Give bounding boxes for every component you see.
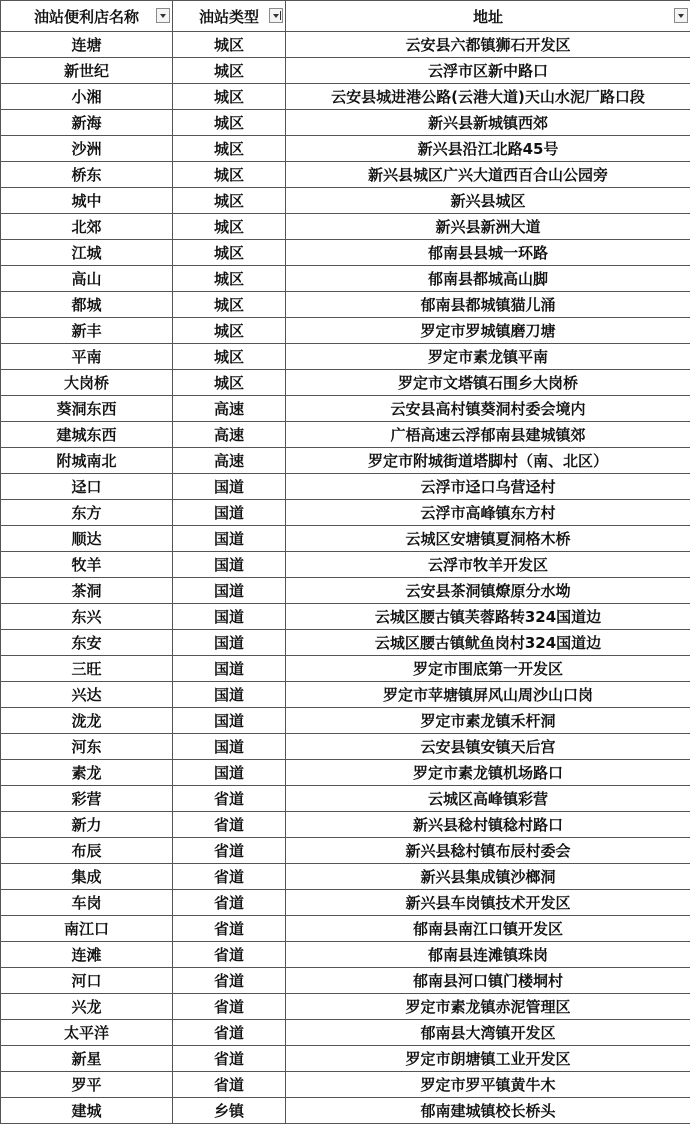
station-name-cell[interactable]: 江城 <box>1 240 173 266</box>
station-address-cell[interactable]: 新兴县城区广兴大道西百合山公园旁 <box>286 162 690 188</box>
station-name-cell[interactable]: 兴达 <box>1 682 173 708</box>
station-name-cell[interactable]: 建城 <box>1 1098 173 1124</box>
table-row <box>1 890 690 916</box>
station-address-cell[interactable]: 罗定市文塔镇石围乡大岗桥 <box>286 370 690 396</box>
table-row <box>1 916 690 942</box>
table-row <box>1 604 690 630</box>
station-name-cell[interactable]: 迳口 <box>1 474 173 500</box>
station-type-cell[interactable]: 国道 <box>173 578 286 604</box>
station-name-cell[interactable]: 大岗桥 <box>1 370 173 396</box>
station-type-cell[interactable]: 国道 <box>173 708 286 734</box>
table-row <box>1 838 690 864</box>
station-name-cell[interactable]: 顺达 <box>1 526 173 552</box>
header-row <box>1 1 690 32</box>
station-address-cell[interactable]: 郁南县大湾镇开发区 <box>286 1020 690 1046</box>
station-address-cell[interactable]: 新兴县车岗镇技术开发区 <box>286 890 690 916</box>
station-type-cell[interactable]: 城区 <box>173 162 286 188</box>
station-name-cell[interactable]: 小湘 <box>1 84 173 110</box>
station-type-cell[interactable]: 省道 <box>173 994 286 1020</box>
table-row <box>1 630 690 656</box>
station-address-cell[interactable]: 罗定市朗塘镇工业开发区 <box>286 1046 690 1072</box>
station-type-cell[interactable]: 城区 <box>173 214 286 240</box>
table-row <box>1 240 690 266</box>
station-name-cell[interactable]: 新海 <box>1 110 173 136</box>
type-sort-filter-icon[interactable] <box>269 8 283 23</box>
station-address-cell[interactable]: 罗定市素龙镇平南 <box>286 344 690 370</box>
station-address-cell[interactable]: 新兴县集成镇沙榔洞 <box>286 864 690 890</box>
table-row <box>1 656 690 682</box>
station-name-cell[interactable]: 素龙 <box>1 760 173 786</box>
station-name-cell[interactable]: 南江口 <box>1 916 173 942</box>
station-type-cell[interactable]: 国道 <box>173 552 286 578</box>
station-name-cell[interactable]: 桥东 <box>1 162 173 188</box>
name-filter-dropdown-icon[interactable] <box>156 8 170 23</box>
station-type-cell[interactable]: 省道 <box>173 1020 286 1046</box>
station-address-cell[interactable]: 新兴县新城镇西郊 <box>286 110 690 136</box>
header-type-label: 油站类型 <box>198 7 259 26</box>
table-row <box>1 318 690 344</box>
station-address-cell[interactable]: 新兴县稔村镇布辰村委会 <box>286 838 690 864</box>
station-type-cell[interactable]: 城区 <box>173 136 286 162</box>
header-name-label: 油站便利店名称 <box>33 7 139 26</box>
table-row <box>1 500 690 526</box>
station-type-cell[interactable]: 高速 <box>173 396 286 422</box>
station-name-cell[interactable]: 建城东西 <box>1 422 173 448</box>
station-type-cell[interactable]: 城区 <box>173 318 286 344</box>
table-row <box>1 292 690 318</box>
table-row <box>1 682 690 708</box>
station-name-cell[interactable]: 太平洋 <box>1 1020 173 1046</box>
station-type-cell[interactable]: 城区 <box>173 58 286 84</box>
table-row <box>1 864 690 890</box>
station-address-cell[interactable]: 云安县六都镇狮石开发区 <box>286 32 690 58</box>
station-address-cell[interactable]: 云浮市高峰镇东方村 <box>286 500 690 526</box>
station-name-cell[interactable]: 东兴 <box>1 604 173 630</box>
table-row <box>1 84 690 110</box>
table-row <box>1 1020 690 1046</box>
table-row <box>1 734 690 760</box>
table-row <box>1 578 690 604</box>
table-row <box>1 266 690 292</box>
station-type-cell[interactable]: 国道 <box>173 526 286 552</box>
station-name-cell[interactable]: 新星 <box>1 1046 173 1072</box>
station-name-cell[interactable]: 葵洞东西 <box>1 396 173 422</box>
station-address-cell[interactable]: 罗定市罗平镇黄牛木 <box>286 1072 690 1098</box>
station-name-cell[interactable]: 新世纪 <box>1 58 173 84</box>
station-address-cell[interactable]: 云浮市区新中路口 <box>286 58 690 84</box>
station-type-cell[interactable]: 城区 <box>173 370 286 396</box>
station-name-cell[interactable]: 布辰 <box>1 838 173 864</box>
station-name-cell[interactable]: 河东 <box>1 734 173 760</box>
table-row <box>1 526 690 552</box>
station-address-cell[interactable]: 罗定市素龙镇赤泥管理区 <box>286 994 690 1020</box>
station-type-cell[interactable]: 省道 <box>173 1046 286 1072</box>
station-name-cell[interactable]: 河口 <box>1 968 173 994</box>
table-row <box>1 812 690 838</box>
station-address-cell[interactable]: 郁南县都城高山脚 <box>286 266 690 292</box>
station-address-cell[interactable]: 新兴县城区 <box>286 188 690 214</box>
header-address-label: 地址 <box>472 7 503 26</box>
station-type-cell[interactable]: 国道 <box>173 500 286 526</box>
station-name-cell[interactable]: 车岗 <box>1 890 173 916</box>
station-type-cell[interactable]: 省道 <box>173 968 286 994</box>
table-row <box>1 1098 690 1124</box>
station-address-cell[interactable]: 云安县城进港公路(云港大道)天山水泥厂路口段 <box>286 84 690 110</box>
station-name-cell[interactable]: 连滩 <box>1 942 173 968</box>
station-name-cell[interactable]: 茶洞 <box>1 578 173 604</box>
table-row <box>1 370 690 396</box>
station-name-cell[interactable]: 平南 <box>1 344 173 370</box>
table-row <box>1 760 690 786</box>
table-row <box>1 474 690 500</box>
station-type-cell[interactable]: 城区 <box>173 344 286 370</box>
station-address-cell[interactable]: 罗定市附城街道塔脚村（南、北区） <box>286 448 690 474</box>
station-type-cell[interactable]: 省道 <box>173 1072 286 1098</box>
station-type-cell[interactable]: 城区 <box>173 266 286 292</box>
station-address-cell[interactable]: 新兴县稔村镇稔村路口 <box>286 812 690 838</box>
table-row <box>1 214 690 240</box>
station-type-cell[interactable]: 国道 <box>173 474 286 500</box>
table-row <box>1 110 690 136</box>
header-address <box>286 1 690 32</box>
station-type-cell[interactable]: 省道 <box>173 812 286 838</box>
station-type-cell[interactable]: 城区 <box>173 32 286 58</box>
station-name-cell[interactable]: 都城 <box>1 292 173 318</box>
station-type-cell[interactable]: 省道 <box>173 942 286 968</box>
station-name-cell[interactable]: 罗平 <box>1 1072 173 1098</box>
station-address-cell[interactable]: 罗定市素龙镇禾杆洞 <box>286 708 690 734</box>
station-address-cell[interactable]: 罗定市素龙镇机场路口 <box>286 760 690 786</box>
table-row <box>1 396 690 422</box>
station-name-cell[interactable]: 泷龙 <box>1 708 173 734</box>
station-type-cell[interactable]: 省道 <box>173 838 286 864</box>
table-row <box>1 994 690 1020</box>
station-address-cell[interactable]: 郁南县连滩镇珠岗 <box>286 942 690 968</box>
station-type-cell[interactable]: 乡镇 <box>173 1098 286 1124</box>
station-name-cell[interactable]: 新丰 <box>1 318 173 344</box>
station-address-cell[interactable]: 云城区腰古镇鱿鱼岗村324国道边 <box>286 630 690 656</box>
station-address-cell[interactable]: 云安县高村镇葵洞村委会境内 <box>286 396 690 422</box>
table-row <box>1 136 690 162</box>
station-name-cell[interactable]: 兴龙 <box>1 994 173 1020</box>
station-type-cell[interactable]: 国道 <box>173 656 286 682</box>
station-address-cell[interactable]: 云浮市迳口乌营迳村 <box>286 474 690 500</box>
table-row <box>1 1072 690 1098</box>
table-row <box>1 942 690 968</box>
station-type-cell[interactable]: 省道 <box>173 786 286 812</box>
station-address-cell[interactable]: 郁南县县城一环路 <box>286 240 690 266</box>
table-row <box>1 1046 690 1072</box>
station-address-cell[interactable]: 郁南县南江口镇开发区 <box>286 916 690 942</box>
table-row <box>1 188 690 214</box>
station-type-cell[interactable]: 国道 <box>173 630 286 656</box>
station-address-cell[interactable]: 罗定市围底第一开发区 <box>286 656 690 682</box>
table-row <box>1 552 690 578</box>
station-address-cell[interactable]: 云城区高峰镇彩营 <box>286 786 690 812</box>
station-name-cell[interactable]: 彩营 <box>1 786 173 812</box>
station-address-cell[interactable]: 云城区安塘镇夏洞格木桥 <box>286 526 690 552</box>
station-address-cell[interactable]: 云安县茶洞镇燎原分水坳 <box>286 578 690 604</box>
address-filter-dropdown-icon[interactable] <box>674 8 688 23</box>
station-type-cell[interactable]: 城区 <box>173 110 286 136</box>
station-name-cell[interactable]: 新力 <box>1 812 173 838</box>
station-address-cell[interactable]: 新兴县沿江北路45号 <box>286 136 690 162</box>
station-address-cell[interactable]: 广梧高速云浮郁南县建城镇郊 <box>286 422 690 448</box>
table-row <box>1 58 690 84</box>
station-type-cell[interactable]: 城区 <box>173 84 286 110</box>
station-type-cell[interactable]: 城区 <box>173 188 286 214</box>
table-row <box>1 448 690 474</box>
station-name-cell[interactable]: 城中 <box>1 188 173 214</box>
station-name-cell[interactable]: 东方 <box>1 500 173 526</box>
station-address-cell[interactable]: 郁南县河口镇门楼垌村 <box>286 968 690 994</box>
station-name-cell[interactable]: 三旺 <box>1 656 173 682</box>
station-type-cell[interactable]: 城区 <box>173 292 286 318</box>
table-row <box>1 968 690 994</box>
station-type-cell[interactable]: 省道 <box>173 916 286 942</box>
station-address-cell[interactable]: 云安县镇安镇天后宫 <box>286 734 690 760</box>
table-row <box>1 344 690 370</box>
station-address-cell[interactable]: 郁南县都城镇猫儿涌 <box>286 292 690 318</box>
table-row <box>1 708 690 734</box>
station-type-cell[interactable]: 省道 <box>173 890 286 916</box>
station-address-cell[interactable]: 罗定市罗城镇磨刀塘 <box>286 318 690 344</box>
table-row <box>1 422 690 448</box>
station-type-cell[interactable]: 国道 <box>173 734 286 760</box>
table-row <box>1 162 690 188</box>
header-type <box>173 1 286 32</box>
station-name-cell[interactable]: 北郊 <box>1 214 173 240</box>
station-address-cell[interactable]: 罗定市苹塘镇屏风山周沙山口岗 <box>286 682 690 708</box>
station-type-cell[interactable]: 国道 <box>173 682 286 708</box>
station-name-cell[interactable]: 附城南北 <box>1 448 173 474</box>
station-address-cell[interactable]: 云城区腰古镇芙蓉路转324国道边 <box>286 604 690 630</box>
station-name-cell[interactable]: 沙洲 <box>1 136 173 162</box>
station-type-cell[interactable]: 省道 <box>173 864 286 890</box>
header-name <box>1 1 173 32</box>
station-name-cell[interactable]: 牧羊 <box>1 552 173 578</box>
station-name-cell[interactable]: 集成 <box>1 864 173 890</box>
station-type-cell[interactable]: 国道 <box>173 604 286 630</box>
station-type-cell[interactable]: 高速 <box>173 422 286 448</box>
station-type-cell[interactable]: 国道 <box>173 760 286 786</box>
station-name-cell[interactable]: 连塘 <box>1 32 173 58</box>
station-address-cell[interactable]: 云浮市牧羊开发区 <box>286 552 690 578</box>
station-name-cell[interactable]: 东安 <box>1 630 173 656</box>
station-type-cell[interactable]: 城区 <box>173 240 286 266</box>
station-address-cell[interactable]: 郁南建城镇校长桥头 <box>286 1098 690 1124</box>
table-row <box>1 32 690 58</box>
station-type-cell[interactable]: 高速 <box>173 448 286 474</box>
station-name-cell[interactable]: 高山 <box>1 266 173 292</box>
station-address-cell[interactable]: 新兴县新洲大道 <box>286 214 690 240</box>
table-row <box>1 786 690 812</box>
